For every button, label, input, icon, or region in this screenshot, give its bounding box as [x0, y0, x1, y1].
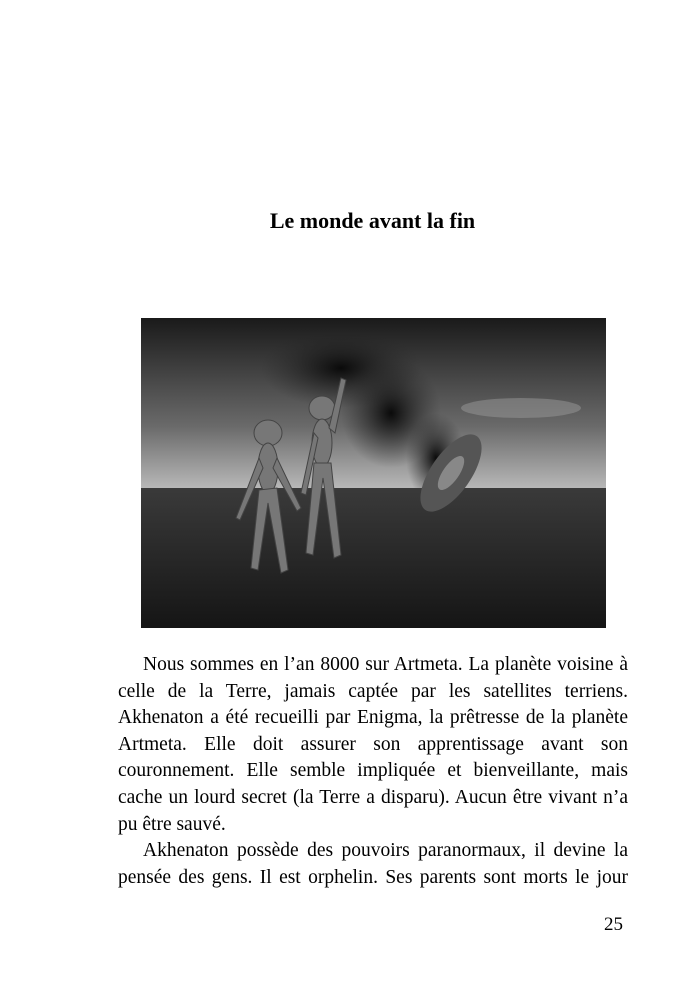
text-line: pensée des gens. Il est orphelin. Ses parents sont morts le jour [118, 866, 628, 888]
body-text [118, 652, 628, 891]
text-line: celle de la Terre, jamais captée par les satellites terriens. [118, 680, 628, 702]
chapter-title: Le monde avant la fin [269, 208, 476, 233]
text-line: Akhenaton possède des pouvoirs paranormaux, il devine la [143, 840, 628, 862]
text-line: couronnement. Elle semble impliquée et bienveillante, mais [118, 760, 628, 782]
page-number: 25 [604, 914, 623, 935]
text-line: cache un lourd secret (la Terre a disparu). Aucun être vivant n’a [118, 786, 628, 808]
text-line: Akhenaton a été recueilli par Enigma, la prêtresse de la planète [118, 707, 628, 729]
text-line: pu être sauvé. [118, 813, 226, 835]
text-line: Artmeta. Elle doit assurer son apprentissage avant son [118, 733, 628, 755]
chapter-illustration [141, 318, 606, 628]
text-line: Nous sommes en l’an 8000 sur Artmeta. La planète voisine à [143, 654, 628, 675]
